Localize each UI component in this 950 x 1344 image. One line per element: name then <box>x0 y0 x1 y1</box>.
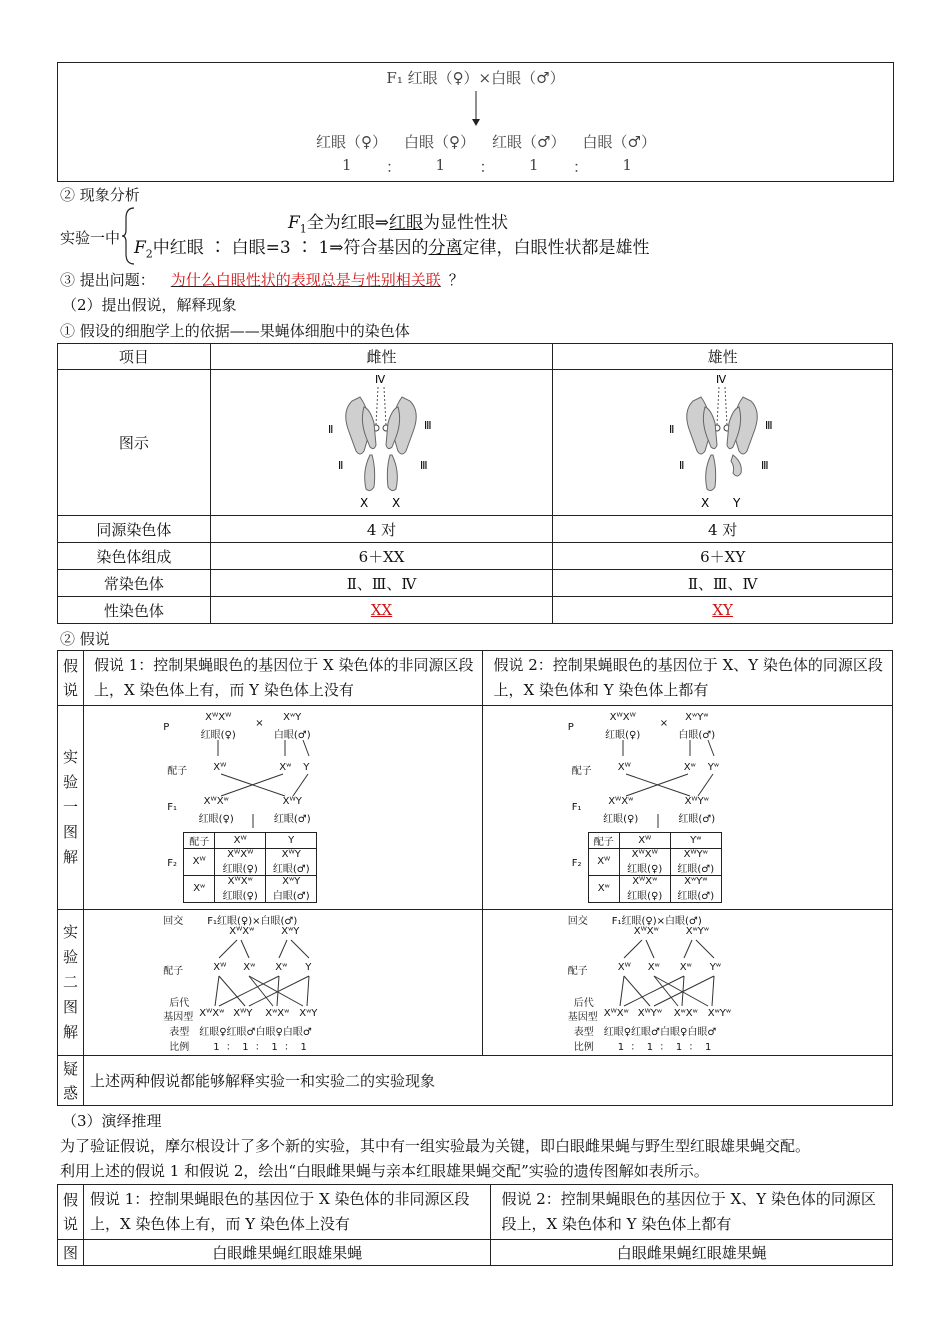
genotype: XʷYʷ <box>707 1007 731 1019</box>
para-2: 利用上述的假说 1 和假说 2，绘出“白眼雌果蝇与亲本红眼雄果蝇交配”实验的遗传图解如表所示。 <box>60 1162 709 1180</box>
f1-female: XᵂXʷ <box>203 795 229 807</box>
male-chromosome-figure <box>653 371 793 511</box>
line <box>684 940 692 958</box>
question-label: ③ 提出问题： <box>60 271 155 289</box>
line <box>624 940 642 958</box>
genotype: XʷXʷ <box>265 1007 290 1019</box>
grid-gamete: Xᵂ <box>184 848 215 875</box>
underlined: 分离 <box>428 238 463 258</box>
vertical-label: 假说 <box>62 1191 78 1233</box>
grid-head: 配子 <box>184 832 215 848</box>
f1-male: XᵂY <box>282 795 302 807</box>
genotype: XᵂY <box>281 848 301 860</box>
label-backcross: 回交 <box>567 915 588 927</box>
phenotype: 红眼(♀) <box>627 890 663 902</box>
label-ratio: 比例 <box>169 1041 190 1053</box>
label-offspring: 后代 <box>169 997 190 1009</box>
genotype: XʷXʷ <box>673 1007 698 1019</box>
th-item: 项目 <box>58 344 211 370</box>
genotype: XᵂXᵂ <box>631 848 658 860</box>
ratio-sep: ： <box>572 158 588 176</box>
backcross: F₁红眼(♀)×白眼(♂) <box>611 915 702 927</box>
row-label-hypo <box>58 1185 84 1240</box>
exp1-h1-cell <box>83 706 483 910</box>
male-value: 6＋XY <box>553 543 893 570</box>
gamete: Xʷ <box>243 961 256 973</box>
doubt-text: 上述两种假说都能够解释实验一和实验二的实验现象 <box>89 1072 435 1090</box>
genotype: XʷY <box>299 1007 318 1019</box>
label-iii: Ⅲ <box>760 458 769 472</box>
label-ii: Ⅱ <box>337 458 343 472</box>
analysis-line2 <box>134 233 650 260</box>
genotype: XᵂXʷ <box>632 875 658 887</box>
label-gamete: 配子 <box>571 765 592 777</box>
offspring-2: 白眼（♀） <box>404 133 475 151</box>
parent-b: XʷY <box>281 925 300 937</box>
sub-1: 1 <box>299 222 307 236</box>
text: 中红眼 ∶ 白眼=3 ∶ 1⇒符合基因的 <box>152 238 429 258</box>
chromo-iv-a <box>717 387 719 425</box>
figure-cell-2: 白眼雌果蝇红眼雄果蝇 <box>491 1240 893 1266</box>
phenotype: 红眼(♂) <box>677 890 715 902</box>
label-gamete: 配子 <box>167 765 188 777</box>
gamete: Xʷ <box>683 761 696 773</box>
row-label-exp2 <box>58 910 84 1056</box>
line <box>646 940 654 958</box>
parent-a: XᵂXʷ <box>229 925 255 937</box>
label-offspring: 后代 <box>573 997 594 1009</box>
ratio-sep: ： <box>386 158 402 176</box>
cross-sign: × <box>659 717 669 729</box>
hypo-1-text: 假说 1：控制果蝇眼色的基因位于 X 染色体的非同源区段上，X 染色体上有，而 Y 染色体上没有 <box>89 1190 470 1233</box>
line <box>293 774 308 796</box>
cross-box <box>57 62 894 182</box>
grid-cell <box>619 875 670 902</box>
offspring-4: 白眼（♂） <box>582 133 656 151</box>
female-value: 4 对 <box>210 516 553 543</box>
genotype: XᵂYʷ <box>637 1007 663 1019</box>
exp2-h2-diagram <box>568 912 768 1054</box>
f2-grid <box>183 832 317 903</box>
ratio-sep: ： <box>479 158 495 176</box>
last-table <box>57 1184 893 1266</box>
line <box>708 740 714 756</box>
p-female: XᵂXᵂ <box>205 711 232 723</box>
gamete: Xᵂ <box>213 761 227 773</box>
line <box>624 976 650 1006</box>
label-ratio: 比例 <box>573 1041 594 1053</box>
offspring-row <box>316 131 656 152</box>
line <box>712 976 714 1006</box>
male-value: 4 对 <box>553 516 893 543</box>
para-1: 为了验证假说，摩尔根设计了多个新的实验，其中有一组实验最为关键，即白眼雌果蝇与野生型红眼雄果蝇交配。 <box>60 1137 811 1155</box>
gamete: Y <box>305 961 312 973</box>
offspring-3: 红眼（♂） <box>492 133 566 151</box>
text: 全为红眼⇒ <box>306 213 390 233</box>
grid-head: 配子 <box>588 832 619 848</box>
chromo-x <box>364 455 374 491</box>
p-female: XᵂXᵂ <box>609 711 636 723</box>
row-label: 性染色体 <box>58 597 211 624</box>
line <box>241 940 249 958</box>
grid-head: Xᵂ <box>215 832 266 848</box>
phenotype: 红眼(♀) <box>627 863 663 875</box>
row-label-exp1 <box>58 706 84 910</box>
p-female-phenotype: 红眼(♀) <box>200 729 236 741</box>
backcross: F₁红眼(♀)×白眼(♂) <box>207 915 298 927</box>
label-f2: F₂ <box>571 857 582 869</box>
female-karyotype <box>210 370 553 516</box>
genotype: XᵂXʷ <box>227 875 253 887</box>
row-label: 同源染色体 <box>58 516 211 543</box>
f1-male: XᵂYʷ <box>684 795 709 807</box>
chromo-table <box>57 343 893 624</box>
section-3: （3）演绎推理 <box>62 1112 162 1130</box>
figure-cell-1: 白眼雌果蝇红眼雄果蝇 <box>83 1240 490 1266</box>
th-male: 雄性 <box>553 344 893 370</box>
label-phenotype: 表型 <box>169 1026 190 1038</box>
row-label-doubt <box>58 1056 84 1106</box>
gamete: Xʷ <box>647 961 660 973</box>
grid-cell <box>266 875 317 902</box>
line <box>219 940 237 958</box>
female-sex-chromosomes: XX <box>370 601 393 619</box>
label-y: Y <box>732 495 741 510</box>
line <box>620 976 624 1006</box>
hypo-2-text: 假说 2：控制果蝇眼色的基因位于 X、Y 染色体的同源区段上，X 染色体和 Y 染色体上都有 <box>501 1190 876 1233</box>
male-value: Ⅱ、Ⅲ、Ⅳ <box>553 570 893 597</box>
phenotypes: 红眼♀红眼♂白眼♀白眼♂ <box>603 1026 717 1038</box>
grid-cell <box>670 875 721 902</box>
line <box>215 976 219 1006</box>
chromo-x <box>387 455 397 491</box>
female-value: 6＋XX <box>210 543 553 570</box>
last-hypo-1 <box>83 1185 490 1240</box>
grid-cell <box>619 848 670 875</box>
question <box>60 269 464 290</box>
grid-cell <box>215 875 266 902</box>
genotype: XᵂXᵂ <box>227 848 254 860</box>
label-f2: F₂ <box>167 857 177 869</box>
exp1-h2-cell <box>483 706 893 910</box>
var-f: F <box>288 213 300 233</box>
gamete: Yʷ <box>709 961 721 973</box>
th-female: 雌性 <box>210 344 553 370</box>
male-sex-chromosomes: XY <box>712 601 733 619</box>
male-value <box>553 597 893 624</box>
chromo-iv-b <box>384 387 386 425</box>
f1-female-phenotype: 红眼(♀) <box>198 813 234 825</box>
label-iii: Ⅲ <box>764 418 773 432</box>
exp1-h2-diagram <box>568 710 768 906</box>
gamete: Xʷ <box>275 961 288 973</box>
row-label: 染色体组成 <box>58 543 211 570</box>
label-f1: F₁ <box>571 801 582 813</box>
label-p: P <box>567 721 574 733</box>
phenotype: 红眼(♂) <box>272 863 310 875</box>
analysis-line1 <box>288 208 508 235</box>
ratio-row <box>342 156 632 177</box>
chromo-x <box>705 455 715 491</box>
hypo-2 <box>483 651 893 706</box>
label-ii: Ⅱ <box>327 422 333 436</box>
grid-cell <box>266 848 317 875</box>
label-iii: Ⅲ <box>423 418 432 432</box>
label-gamete: 配子 <box>163 965 184 977</box>
genotype: XʷY <box>282 875 301 887</box>
female-value: Ⅱ、Ⅲ、Ⅳ <box>210 570 553 597</box>
f2-grid <box>588 832 722 903</box>
label-x: X <box>359 495 368 510</box>
line <box>279 940 287 958</box>
label-phenotype: 表型 <box>573 1026 594 1038</box>
ratio-val: 1 <box>435 156 446 174</box>
offspring-1: 红眼（♀） <box>316 133 387 151</box>
genotype: XʷYʷ <box>684 875 708 887</box>
analysis-heading: ② 现象分析 <box>60 186 140 204</box>
chromo-y <box>731 455 741 476</box>
answer-text: 为什么白眼性状的表现总是与性别相关联 <box>170 271 441 289</box>
doubt-cell <box>83 1056 892 1106</box>
label-x: X <box>391 495 400 510</box>
p-male-phenotype: 白眼(♂) <box>273 729 311 741</box>
exp1-h1-diagram <box>163 710 363 906</box>
label-p: P <box>163 721 170 733</box>
row-diagram-label: 图示 <box>58 370 211 516</box>
p-male-phenotype: 白眼(♂) <box>678 729 716 741</box>
genotype: XᵂY <box>233 1007 253 1019</box>
ratio-val: 1 <box>342 156 352 174</box>
basis: ① 假设的细胞学上的依据——果蝇体细胞中的染色体 <box>60 322 410 340</box>
vertical-label: 实验一图解 <box>62 748 78 866</box>
f1-female-phenotype: 红眼(♀) <box>603 813 639 825</box>
genotype: XᵂXʷ <box>199 1007 225 1019</box>
ratio: 1 ： 1 ： 1 ： 1 <box>617 1041 712 1053</box>
label-backcross: 回交 <box>163 915 184 927</box>
label-ii: Ⅱ <box>678 458 685 472</box>
female-chromosome-figure <box>312 371 452 511</box>
ratio: 1 ： 1 ： 1 ： 1 <box>213 1041 307 1053</box>
gamete: Yʷ <box>707 761 719 773</box>
hypo-heading: ② 假说 <box>60 630 110 648</box>
label-x: X <box>700 495 709 510</box>
line <box>696 940 714 958</box>
ratio-val: 1 <box>528 156 539 174</box>
line <box>219 976 245 1006</box>
text: 为显性性状 <box>423 213 509 233</box>
ratio-val: 1 <box>622 156 632 174</box>
exp2-h1-cell <box>83 910 483 1056</box>
male-karyotype <box>553 370 893 516</box>
hypo-1 <box>83 651 483 706</box>
cross-top: F₁ 红眼（♀）×白眼（♂） <box>386 69 565 87</box>
p-male: XʷY <box>283 711 302 723</box>
phenotypes: 红眼♀红眼♂白眼♀白眼♂ <box>199 1026 312 1038</box>
gamete: Xᵂ <box>617 761 631 773</box>
label-iv: Ⅳ <box>374 372 385 386</box>
cross-sign: × <box>255 717 264 729</box>
line <box>698 774 713 796</box>
sub-2: 2 <box>145 247 153 261</box>
question-end: ？ <box>448 271 464 289</box>
gamete: Xʷ <box>279 761 292 773</box>
line <box>303 740 309 756</box>
hypo-2-text: 假说 2：控制果蝇眼色的基因位于 X、Y 染色体的同源区段上，X 染色体和 Y 染色体上都有 <box>493 656 883 699</box>
label-ii: Ⅱ <box>668 422 675 436</box>
row-label-hypo <box>58 651 84 706</box>
label-iii: Ⅲ <box>419 458 428 472</box>
genotype: XᵂXʷ <box>603 1007 629 1019</box>
grid-head: Y <box>266 832 317 848</box>
last-hypo-2 <box>491 1185 893 1240</box>
cross-arrow <box>468 91 484 127</box>
label-genotype: 基因型 <box>163 1011 194 1023</box>
phenotype: 红眼(♂) <box>677 863 715 875</box>
row-label: 常染色体 <box>58 570 211 597</box>
genotype: XᵂYʷ <box>683 848 708 860</box>
row-label-figure: 图 <box>58 1240 84 1266</box>
exp2-h1-diagram <box>163 912 363 1054</box>
label-iv: Ⅳ <box>715 372 726 386</box>
gamete: Xᵂ <box>213 961 227 973</box>
hypo-table <box>57 650 893 1106</box>
line <box>291 940 309 958</box>
analysis-left-label: 实验一中 <box>60 229 121 247</box>
gamete: Xʷ <box>679 961 692 973</box>
gamete: Xᵂ <box>617 961 631 973</box>
label-genotype: 基因型 <box>567 1011 598 1023</box>
exp2-h2-cell <box>483 910 893 1056</box>
parent-b: XʷYʷ <box>685 925 709 937</box>
grid-gamete: Xᵂ <box>588 848 619 875</box>
f1-male-phenotype: 红眼(♂) <box>273 813 311 825</box>
grid-gamete: Xʷ <box>588 875 619 902</box>
question-answer <box>155 271 449 289</box>
line <box>307 976 309 1006</box>
label-f1: F₁ <box>167 801 177 813</box>
parent-a: XᵂXʷ <box>633 925 659 937</box>
f1-male-phenotype: 红眼(♂) <box>678 813 716 825</box>
grid-gamete: Xʷ <box>184 875 215 902</box>
chromo-iv-b <box>725 387 727 425</box>
vertical-label: 假说 <box>62 657 78 699</box>
grid-cell <box>215 848 266 875</box>
section-2: （2）提出假说，解释现象 <box>62 296 237 314</box>
grid-cell <box>670 848 721 875</box>
p-male: XʷYʷ <box>685 711 709 723</box>
f1-female: XᵂXʷ <box>608 795 634 807</box>
female-value <box>210 597 553 624</box>
p-female-phenotype: 红眼(♀) <box>605 729 641 741</box>
var-f: F <box>134 238 146 258</box>
underlined: 红眼 <box>389 213 424 233</box>
phenotype: 白眼(♂) <box>272 890 310 902</box>
vertical-label: 疑惑 <box>62 1059 78 1102</box>
phenotype: 红眼(♀) <box>222 890 258 902</box>
grid-head: Yʷ <box>670 832 721 848</box>
hypo-1-text: 假说 1：控制果蝇眼色的基因位于 X 染色体的非同源区段上，X 染色体上有，而 Y 染色体上没有 <box>93 656 474 699</box>
phenotype: 红眼(♀) <box>222 863 258 875</box>
gamete: Y <box>303 761 310 773</box>
chromo-iv-a <box>376 387 378 425</box>
label-gamete: 配子 <box>567 965 588 977</box>
grid-head: Xᵂ <box>619 832 670 848</box>
text: 定律，白眼性状都是雄性 <box>462 238 650 258</box>
vertical-label: 实验二图解 <box>62 923 78 1041</box>
